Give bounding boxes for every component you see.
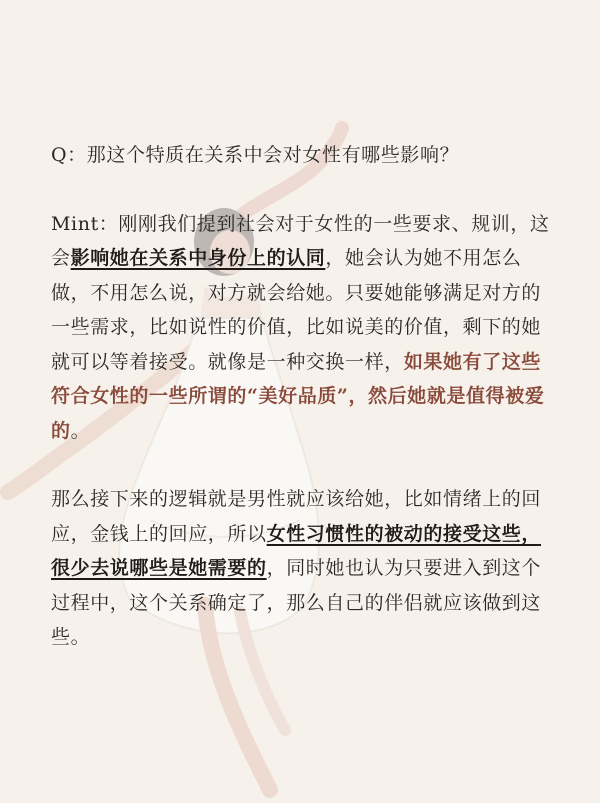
article-body [51,138,551,655]
question-paragraph: Q：那这个特质在关系中会对女性有哪些影响？ [51,144,460,166]
answer1-end: 。 [70,419,91,442]
answer2-text-2: ，同时她也认为只要进入到这个过程中，这个关系确定了，那么自己的伴侣就应该做到这些。 [51,557,542,648]
answer2-text-1: 那么接下来的逻辑就是男性就应该给她，比如情绪上的回应，金钱上的回应，所以 [51,488,542,545]
answer1-underlined-phrase: 影响她在关系中身份上的认同 [70,247,326,269]
answer1-text-1: Mint：刚刚我们提到社会对于女性的一些要求、规训，这会 [51,212,550,269]
paragraph-gap [51,448,551,482]
answer-paragraph-2 [51,482,551,655]
answer1-text-2: ，她会认为她不用怎么做，不用怎么说，对方就会给她。只要她能够满足对方的一些需求，比如说性的价值，比如说美的价值，剩下的她就可以等着接受。就像是一种交换一样， [51,247,542,373]
answer2-underlined-phrase: 女性习惯性的被动的接受这些，很少去说哪些是她需要的 [51,522,542,579]
answer1-accent-phrase: 如果她有了这些符合女性的一些所谓的“美好品质”，然后她就是值得被爱的 [51,350,545,442]
answer-paragraph-1 [51,207,551,449]
